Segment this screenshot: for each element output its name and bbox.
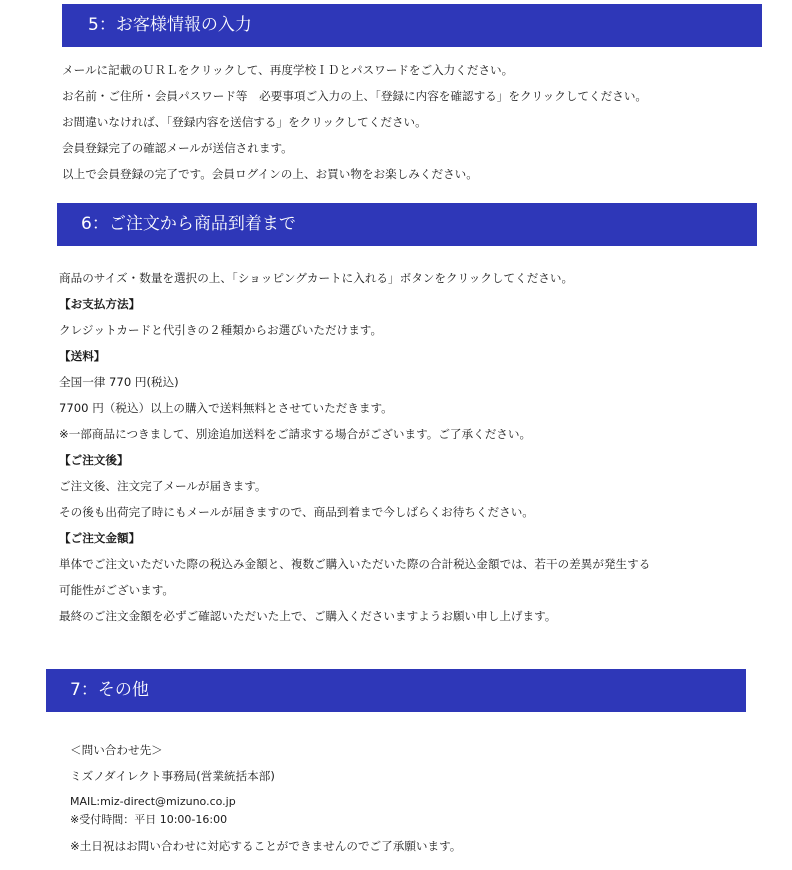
payment-text: クレジットカードと代引きの２種類からお選びいただけます。 bbox=[59, 323, 383, 337]
contact-holiday-note: ※土日祝はお問い合わせに対応することができませんのでご了承願います。 bbox=[70, 839, 462, 853]
section5-line-4: 会員登録完了の確認メールが送信されます。 bbox=[62, 141, 293, 155]
contact-mail: MAIL:miz-direct@mizuno.co.jp bbox=[70, 795, 236, 808]
section6-title: 6：ご注文から商品到着まで bbox=[81, 214, 296, 234]
section5-banner bbox=[62, 4, 762, 47]
after-order-heading: 【ご注文後】 bbox=[59, 453, 129, 467]
after-order-line-2: その後も出荷完了時にもメールが届きますので、商品到着まで今しばらくお待ちください。 bbox=[59, 505, 534, 519]
order-amount-line-3: 最終のご注文金額を必ずご確認いただいた上で、ご購入くださいますようお願い申し上げます。 bbox=[59, 609, 557, 623]
contact-office: ミズノダイレクト事務局(営業統括本部) bbox=[70, 769, 275, 783]
shipping-line-1: 全国一律 770 円(税込) bbox=[59, 375, 179, 389]
payment-heading: 【お支払方法】 bbox=[59, 297, 141, 311]
section6-banner bbox=[57, 203, 757, 246]
shipping-line-2: 7700 円（税込）以上の購入で送料無料とさせていただきます。 bbox=[59, 401, 393, 415]
order-amount-line-1: 単体でご注文いただいた際の税込み金額と、複数ご購入いただいた際の合計税込金額では、若干の差異が発生する bbox=[59, 557, 651, 571]
order-amount-line-2: 可能性がございます。 bbox=[59, 583, 175, 597]
after-order-line-1: ご注文後、注文完了メールが届きます。 bbox=[59, 479, 267, 493]
section6-intro: 商品のサイズ・数量を選択の上、「ショッピングカートに入れる」ボタンをクリックしてください。 bbox=[59, 271, 574, 285]
section5-line-2: お名前・ご住所・会員パスワード等 必要事項ご入力の上、「登録に内容を確認する」をクリックしてください。 bbox=[62, 89, 648, 103]
shipping-line-3: ※一部商品につきまして、別途追加送料をご請求する場合がございます。ご了承ください。 bbox=[59, 427, 532, 441]
contact-hours: ※受付時間：平日 10:00-16:00 bbox=[70, 813, 228, 826]
section5-line-5: 以上で会員登録の完了です。会員ログインの上、お買い物をお楽しみください。 bbox=[62, 167, 478, 181]
contact-label: ＜問い合わせ先＞ bbox=[70, 743, 163, 757]
section5-title: 5：お客様情報の入力 bbox=[88, 15, 252, 35]
order-amount-heading: 【ご注文金額】 bbox=[59, 531, 141, 545]
section7-banner bbox=[46, 669, 746, 712]
shipping-heading: 【送料】 bbox=[59, 349, 106, 363]
section5-line-1: メールに記載のＵＲＬをクリックして、再度学校ＩＤとパスワードをご入力ください。 bbox=[62, 63, 514, 77]
section5-line-3: お間違いなければ、「登録内容を送信する」をクリックしてください。 bbox=[62, 115, 427, 129]
section7-title: 7：その他 bbox=[70, 680, 149, 700]
